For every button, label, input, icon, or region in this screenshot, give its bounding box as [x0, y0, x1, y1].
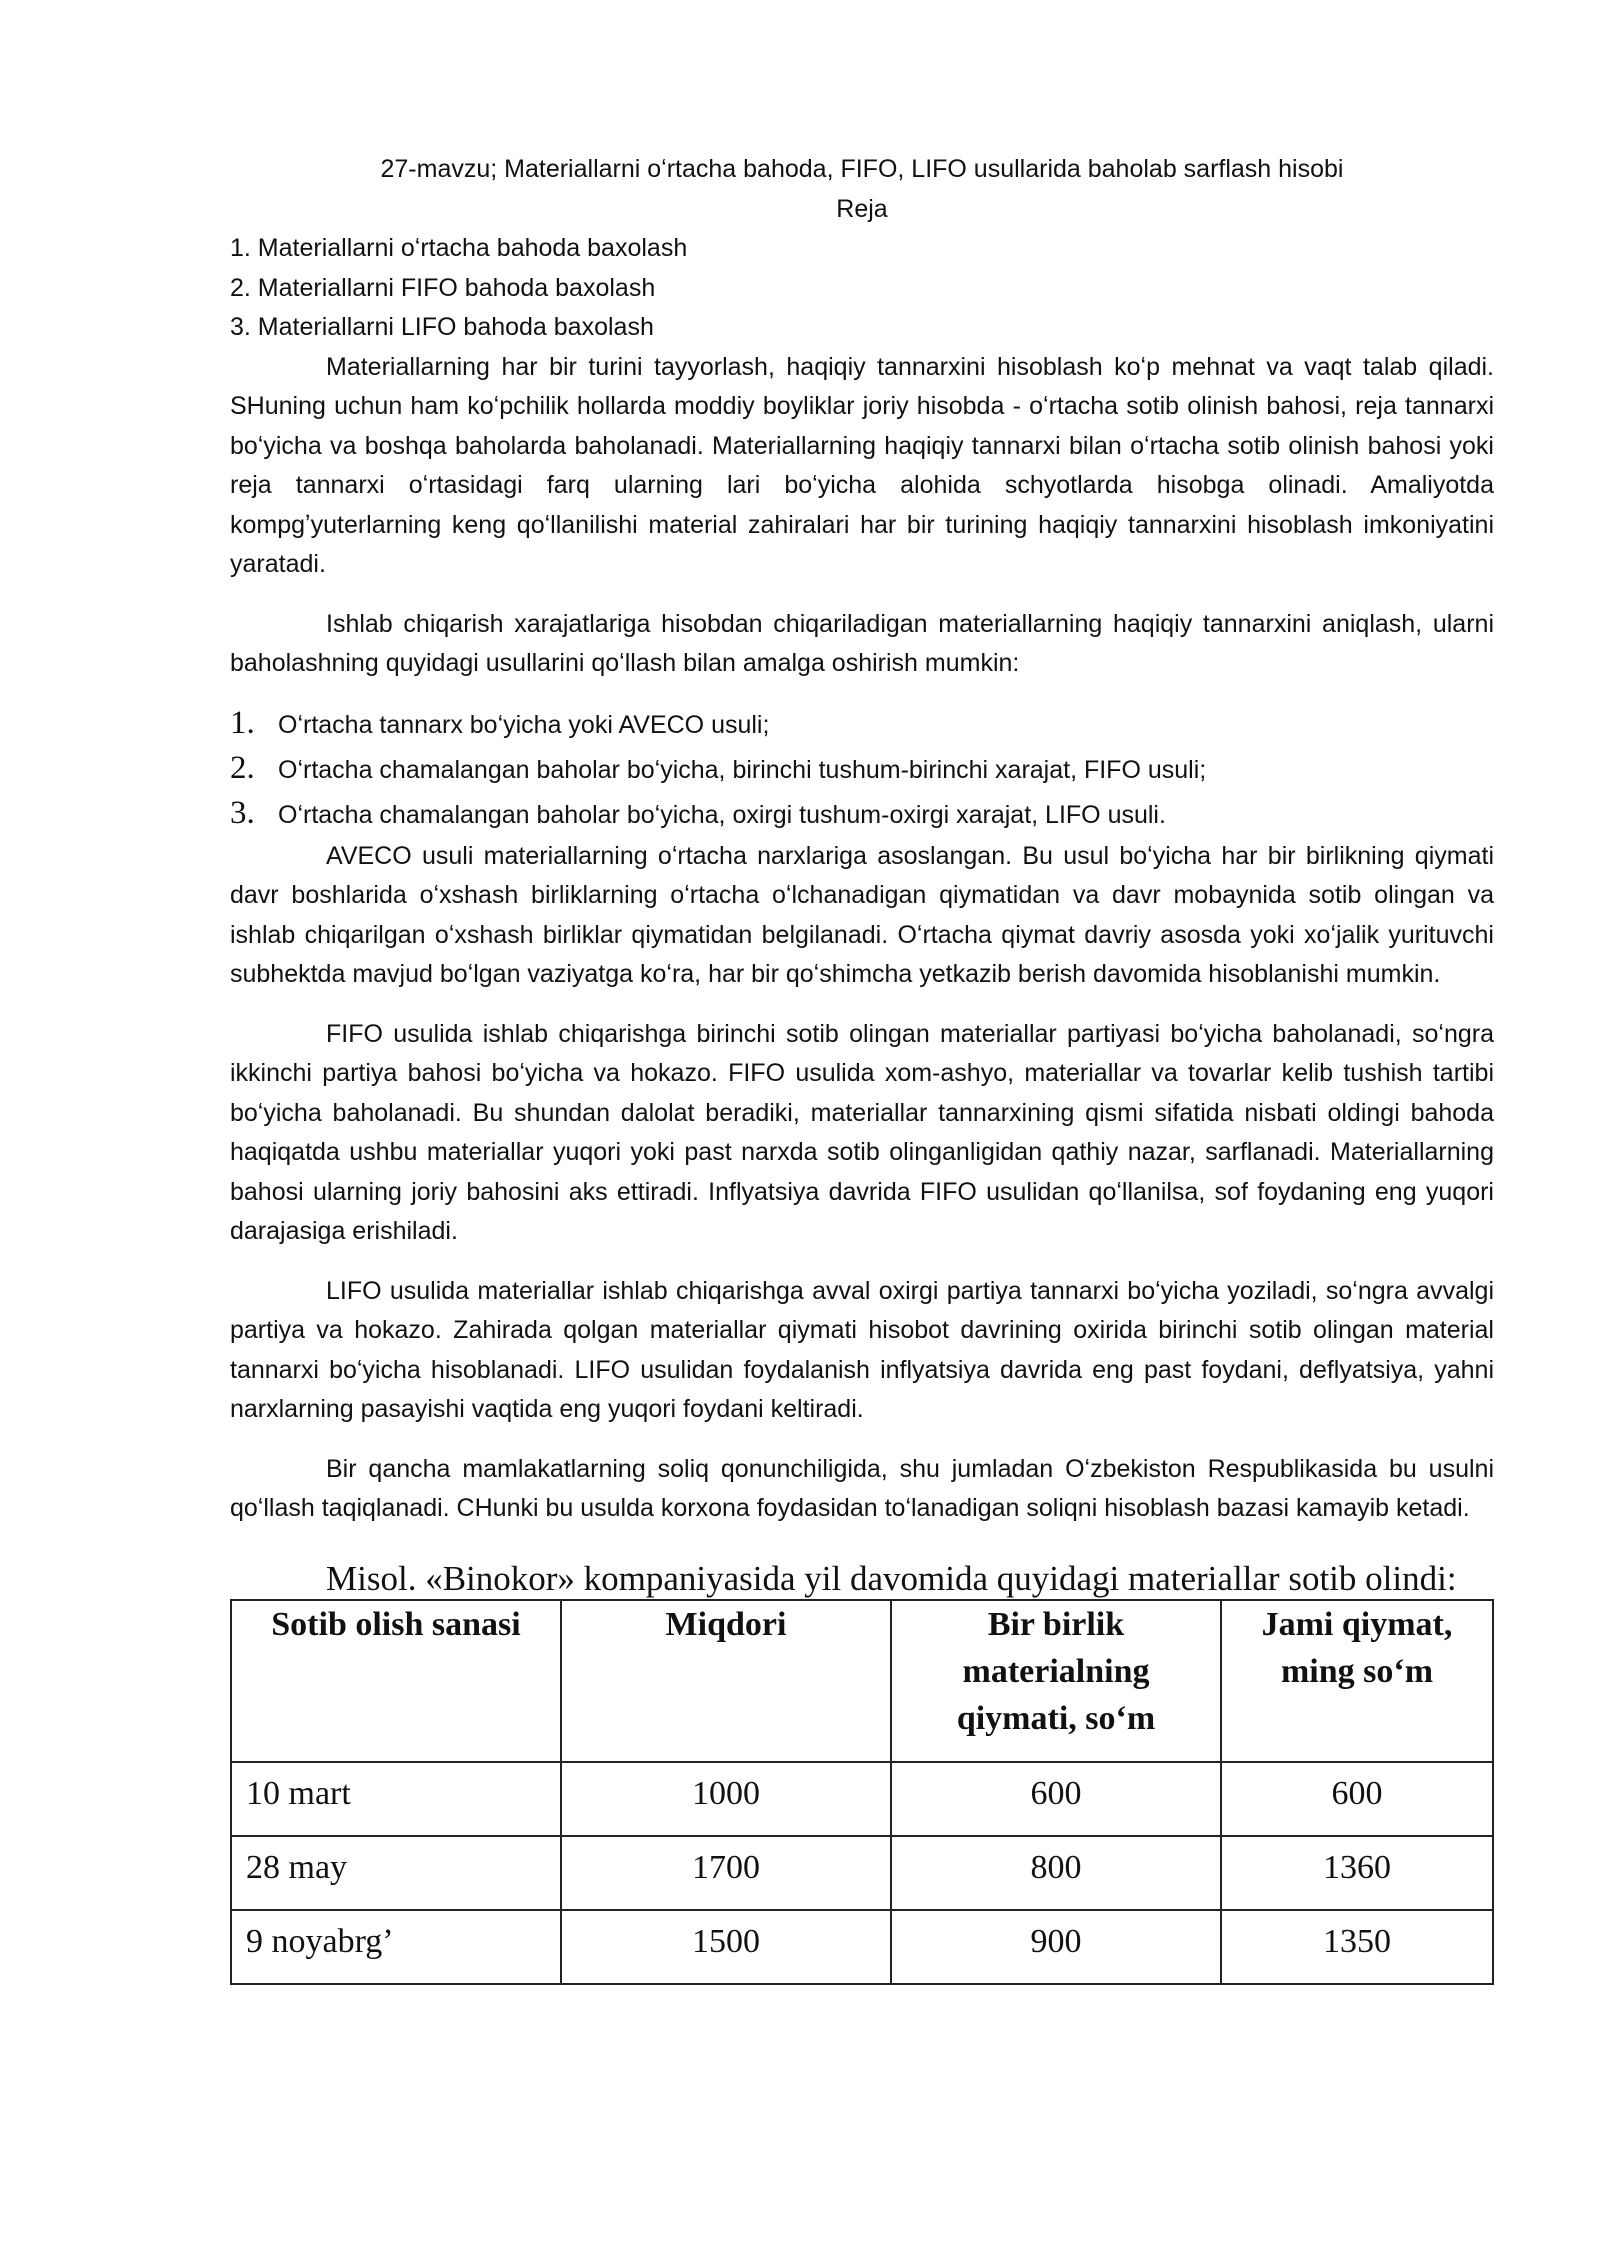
method-number: 3. [230, 794, 255, 831]
method-item [230, 792, 1494, 837]
method-text: Oʻrtacha chamalangan baholar boʻyicha, birinchi tushum-birinchi xarajat, FIFO usuli; [278, 755, 1207, 784]
paragraph-fifo: FIFO usulida ishlab chiqarishga birinchi sotib olingan materiallar partiyasi boʻyicha baholanadi, soʻngra ikkinchi partiya bahosi boʻyicha va hokazo. FIFO usulida xom-ashyo, materiallar va tovarlar kelib tushish tartibi boʻyicha baholanadi. Bu shundan dalolat beradiki, materiallar tannarxining qismi sifatida nisbati oldingi bahoda haqiqatda ushbu materiallar yuqori yoki past narxda sotib olinganligidan qathiy nazar, sarflanadi. Materiallarning bahosi ularning joriy bahosini aks ettiradi. Inflyatsiya davrida FIFO usulidan qoʻllanilsa, sof foydaning eng yuqori darajasiga erishiladi. [230, 1019, 1494, 1245]
table-row [231, 1762, 1493, 1836]
method-number: 2. [230, 749, 255, 786]
paragraph-intro: Materiallarning har bir turini tayyorlash, haqiqiy tannarxini hisoblash koʻp mehnat va vaqt talab qiladi. SHuning uchun ham koʻpchilik hollarda moddiy boyliklar joriy hisobda - oʻrtacha sotib olinish bahosi, reja tannarxi boʻyicha va boshqa baholarda baholanadi. Materiallarning haqiqiy tannarxi bilan oʻrtacha sotib olinish bahosi yoki reja tannarxi oʻrtasidagi farq ularning lari boʻyicha alohida schyotlarda hisobga olinadi. Amaliyotda kompgʼyuterlarning keng qoʻllanilishi material zahiralari har bir turining haqiqiy tannarxini hisoblash imkoniyatini yaratadi. [230, 352, 1494, 578]
methods-list [230, 702, 1494, 837]
table-row [231, 1910, 1493, 1984]
method-item [230, 747, 1494, 792]
example-intro: Misol. «Binokor» kompaniyasida yil davomida quyidagi materiallar sotib olindi: [326, 1558, 1457, 1598]
cell-total: 1360 [1221, 1836, 1493, 1910]
table-row [231, 1836, 1493, 1910]
header-purchase-date: Sotib olish sanasi [231, 1600, 561, 1762]
cell-quantity: 1700 [561, 1836, 891, 1910]
method-number: 1. [230, 704, 255, 741]
method-item [230, 702, 1494, 747]
header-total-value: Jami qiymat, ming soʻm [1221, 1600, 1493, 1762]
plan-item: 2. Materiallarni FIFO bahoda baxolash [230, 273, 656, 302]
paragraph-methods-intro: Ishlab chiqarish xarajatlariga hisobdan chiqariladigan materiallarning haqiqiy tannarxini aniqlash, ularni baholashning quyidagi usullarini qoʻllash bilan amalga oshirish mumkin: [230, 609, 1494, 677]
plan-item: 3. Materiallarni LIFO bahoda baxolash [230, 313, 654, 341]
cell-total: 1350 [1221, 1910, 1493, 1984]
cell-date: 9 noyabrgʼ [231, 1910, 561, 1984]
cell-unit-price: 800 [891, 1836, 1221, 1910]
cell-date: 28 may [231, 1836, 561, 1910]
plan-title: Reja [836, 194, 888, 223]
cell-unit-price: 600 [891, 1762, 1221, 1836]
paragraph-aveco: AVECO usuli materiallarning oʻrtacha narxlariga asoslangan. Bu usul boʻyicha har bir birlikning qiymati davr boshlarida oʻxshash birliklarning oʻrtacha oʻlchanadigan qiymatidan va davr mobaynida sotib olingan va ishlab chiqarilgan oʻxshash birliklar qiymatidan belgilanadi. Oʻrtacha qiymat davriy asosda yoki xoʻjalik yurituvchi subhektda mavjud boʻlgan vaziyatga koʻra, har bir qoʻshimcha yetkazib berish davomida hisoblanishi mumkin. [230, 841, 1494, 988]
method-text: Oʻrtacha chamalangan baholar boʻyicha, oxirgi tushum-oxirgi xarajat, LIFO usuli. [278, 800, 1166, 829]
page-title: 27-mavzu; Materiallarni oʻrtacha bahoda, FIFO, LIFO usullarida baholab sarflash hisobi [380, 155, 1344, 183]
cell-date: 10 mart [231, 1762, 561, 1836]
paragraph-lifo: LIFO usulida materiallar ishlab chiqarishga avval oxirgi partiya tannarxi boʻyicha yoziladi, soʻngra avvalgi partiya va hokazo. Zahirada qolgan materiallar qiymati hisobot davrining oxirida birinchi sotib olingan material tannarxi boʻyicha hisoblanadi. LIFO usulidan foydalanish inflyatsiya davrida eng past foydani, deflyatsiya, yahni narxlarning pasayishi vaqtida eng yuqori foydani keltiradi. [230, 1276, 1494, 1423]
table-header-row [231, 1600, 1493, 1762]
cell-unit-price: 900 [891, 1910, 1221, 1984]
plan-item: 1. Materiallarni oʻrtacha bahoda baxolash [230, 234, 688, 262]
method-text: Oʻrtacha tannarx boʻyicha yoki AVECO usuli; [278, 710, 770, 739]
header-quantity: Miqdori [561, 1600, 891, 1762]
cell-quantity: 1000 [561, 1762, 891, 1836]
header-unit-price: Bir birlik materialning qiymati, soʻm [891, 1600, 1221, 1762]
document-page [230, 150, 1494, 1985]
cell-total: 600 [1221, 1762, 1493, 1836]
cell-quantity: 1500 [561, 1910, 891, 1984]
purchases-table [230, 1599, 1494, 1985]
paragraph-tax: Bir qancha mamlakatlarning soliq qonunchiligida, shu jumladan Oʻzbekiston Respublikasida bu usulni qoʻllash taqiqlanadi. CHunki bu usulda korxona foydasidan toʻlanadigan soliqni hisoblash bazasi kamayib ketadi. [230, 1454, 1494, 1522]
